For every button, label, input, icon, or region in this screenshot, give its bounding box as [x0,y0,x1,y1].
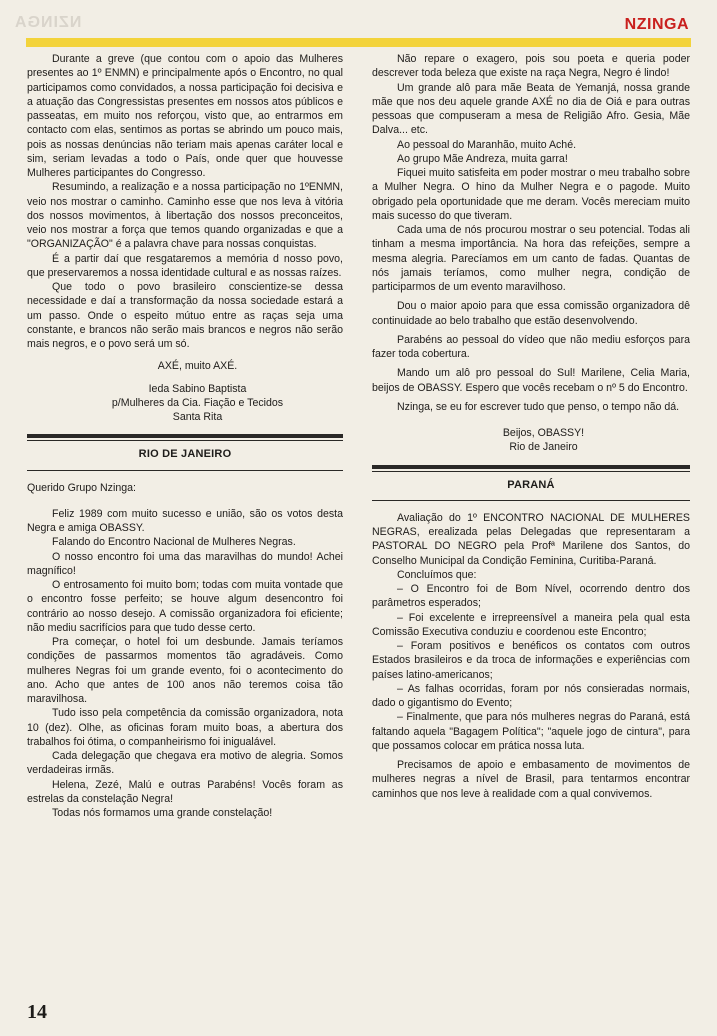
article-paragraph: Precisamos de apoio e embasamento de movimentos de mulheres negras a nível de Brasil, para tentarmos encontrar caminhos que nos leve à realidade com a qual convivemos. [372,759,690,800]
closing-greeting: AXÉ, muito AXÉ. [157,360,238,373]
header-yellow-band [26,38,691,47]
section-divider [27,434,343,441]
magazine-title: NZINGA [624,16,689,33]
signature-place: Santa Rita [172,411,223,423]
article-paragraph: Ao grupo Mãe Andreza, muita garra! [397,152,568,165]
article-paragraph: O nosso encontro foi uma das maravilhas do mundo! Achei magnífico! [27,550,343,577]
list-item: – Foram positivos e benéficos os contatos com outros Estados brasileiros e da troca de informações e experiências com países latino-americanos; [372,640,690,681]
signature-name: Ieda Sabino Baptista [148,382,247,395]
article-paragraph: Um grande alô para mãe Beata de Yemanjá, nossa grande mãe que nos deu aquele grande AXÉ no dia de Oiá e para outras pessoas que compuseram a mesa de Religião Afro. Gesia, Mãe Dalva... etc. [372,81,690,137]
section-divider [27,470,343,471]
article-paragraph: Concluímos que: [397,568,477,581]
left-column [27,52,343,820]
article-paragraph: Fiquei muito satisfeita em poder mostrar o meu trabalho sobre a Mulher Negra. O hino da Mulher Negra e o pagode. Muito obrigado pela oportunidade que me deram. Vocês mereciam muito mais sucesso do que tiveram. [372,167,690,222]
article-paragraph: Todas nós formamos uma grande constelação! [52,807,273,819]
article-paragraph: Parabéns ao pessoal do vídeo que não mediu esforços para fazer toda cobertura. [372,333,690,360]
signature-affiliation: p/Mulheres da Cia. Fiação e Tecidos [111,396,284,409]
article-paragraph: Mando um alô pro pessoal do Sul! Marilene, Celia Maria, beijos de OBASSY. Espero que vocês recebam o nº 5 do Encontro. [372,367,690,394]
article-paragraph: Avaliação do 1º ENCONTRO NACIONAL DE MULHERES NEGRAS, erealizada pelas Delegadas que representaram a PASTORAL DO NEGRO pela Profª Marilene dos Santos, do Conselho Municipal da Condição Feminina, Curitiba-Paraná. [372,511,690,567]
list-item: – Foi excelente e irrepreensível a maneira pela qual esta Comissão Executiva conduziu e coordenou este Encontro; [372,611,690,638]
article-paragraph: Feliz 1989 com muito sucesso e união, são os votos desta Negra e amiga OBASSY. [27,507,343,534]
article-paragraph: Dou o maior apoio para que essa comissão organizadora dê continuidade ao belo trabalho que estão desenvolvendo. [372,300,690,327]
section-title-parana: PARANÁ [507,478,555,491]
article-paragraph: Cada delegação que chegava era motivo de alegria. Somos verdadeiras irmãs. [27,750,343,777]
article-paragraph: Ao pessoal do Maranhão, muito Aché. [397,138,577,151]
list-item: – Finalmente, que para nós mulheres negras do Paraná, está faltando aquela "Bagagem Política"; "aquele jogo de cintura", para que possamos colocar em prática nossa luta. [372,711,690,752]
article-paragraph: É a partir daí que resgataremos a memória d nosso povo, que preservaremos a nossa identidade cultural e as nossas raízes. [27,252,343,279]
article-paragraph: Resumindo, a realização e a nossa participação no 1ºENMN, veio nos mostrar o caminho. Caminho esse que nos leva à vitória dos nossos movimentos, à libertação dos nossos preconceitos, veio nos mostrar a força que temos quando organizadas e que a "ORGANIZAÇÃO" é a palavra chave para nossas conquistas. [27,181,343,251]
article-paragraph: Falando do Encontro Nacional de Mulheres Negras. [52,536,296,549]
article-paragraph: Nzinga, se eu for escrever tudo que penso, o tempo não dá. [397,400,680,413]
article-paragraph: Tudo isso pela competência da comissão organizadora, nota 10 (dez). Olhe, as oficinas foram muito boas, a abertura dos trabalhos foi ótima, o companheirismo foi inigualável. [27,707,343,748]
article-paragraph: Que todo o povo brasileiro conscientize-se dessa necessidade e daí a transformação da nossa sociedade estará a um passo. Onde o espeito mútuo entre as raças seja uma constante, e brancos não serão mais brancos e negros não serão mais negros, e o povo será um só. [27,281,343,350]
mirrored-masthead-ghost: NZINGA [14,14,82,31]
article-paragraph: O entrosamento foi muito bom; todas com muita vontade que o encontro fosse perfeito; se houve algum desencontro foi contrário ao nosso desejo. A comissão organizadora foi eficiente; não mediu sacrifícios para que tudo desse certo. [27,579,343,634]
page-number: 14 [27,1001,47,1023]
article-paragraph: Cada uma de nós procurou mostrar o seu potencial. Todas ali tinham a mesma importância. Na hora das refeições, sempre a mesma alegria. Parecíamos em um canto de fadas. Quantas de nós jamais teríamos, como mulher negra, condição de participarmos de um evento maravilhoso. [372,224,690,293]
signature-name: Beijos, OBASSY! [502,427,585,439]
signature-place: Rio de Janeiro [509,441,578,454]
right-column [372,52,690,801]
section-divider [372,500,690,501]
article-paragraph: Durante a greve (que contou com o apoio das Mulheres presentes ao 1º ENMN) e principalmente após o Encontro, no qual participamos como convidados, a nossa participação foi decisiva e a atuação das Congressistas presentes em nossos atos públicos e passeatas, em muito nos reforçou, visto que, ao entrarmos em contacto com elas, sentimos as portas se abrindo um pouco mais, pois as nossas denúncias não teriam mais apenas caráter local e sim, seriam levadas a todo o País, onde quer que houvesse Mulheres participantes do Congresso. [27,53,343,179]
letter-salutation: Querido Grupo Nzinga: [27,481,136,494]
section-title-rio: RIO DE JANEIRO [138,448,232,461]
article-paragraph: Não repare o exagero, pois sou poeta e queria poder descrever toda beleza que existe na raça Negra, Negro é lindo! [372,53,690,80]
article-paragraph: Helena, Zezé, Malú e outras Parabéns! Vocês foram as estrelas da constelação Negra! [27,778,343,805]
list-item: – O Encontro foi de Bom Nível, ocorrendo dentro dos parâmetros esperados; [372,583,690,610]
list-item: – As falhas ocorridas, foram por nós consieradas normais, dado o gigantismo do Evento; [372,682,690,709]
section-divider [372,465,690,472]
article-paragraph: Pra começar, o hotel foi um desbunde. Jamais teríamos condições de passarmos momentos tão agradáveis. Como mulheres Negras foi um grande evento, foi o acontecimento do ano. Acho que antes de 100 anos não teremos coisa tão maravilhosa. [27,636,343,705]
